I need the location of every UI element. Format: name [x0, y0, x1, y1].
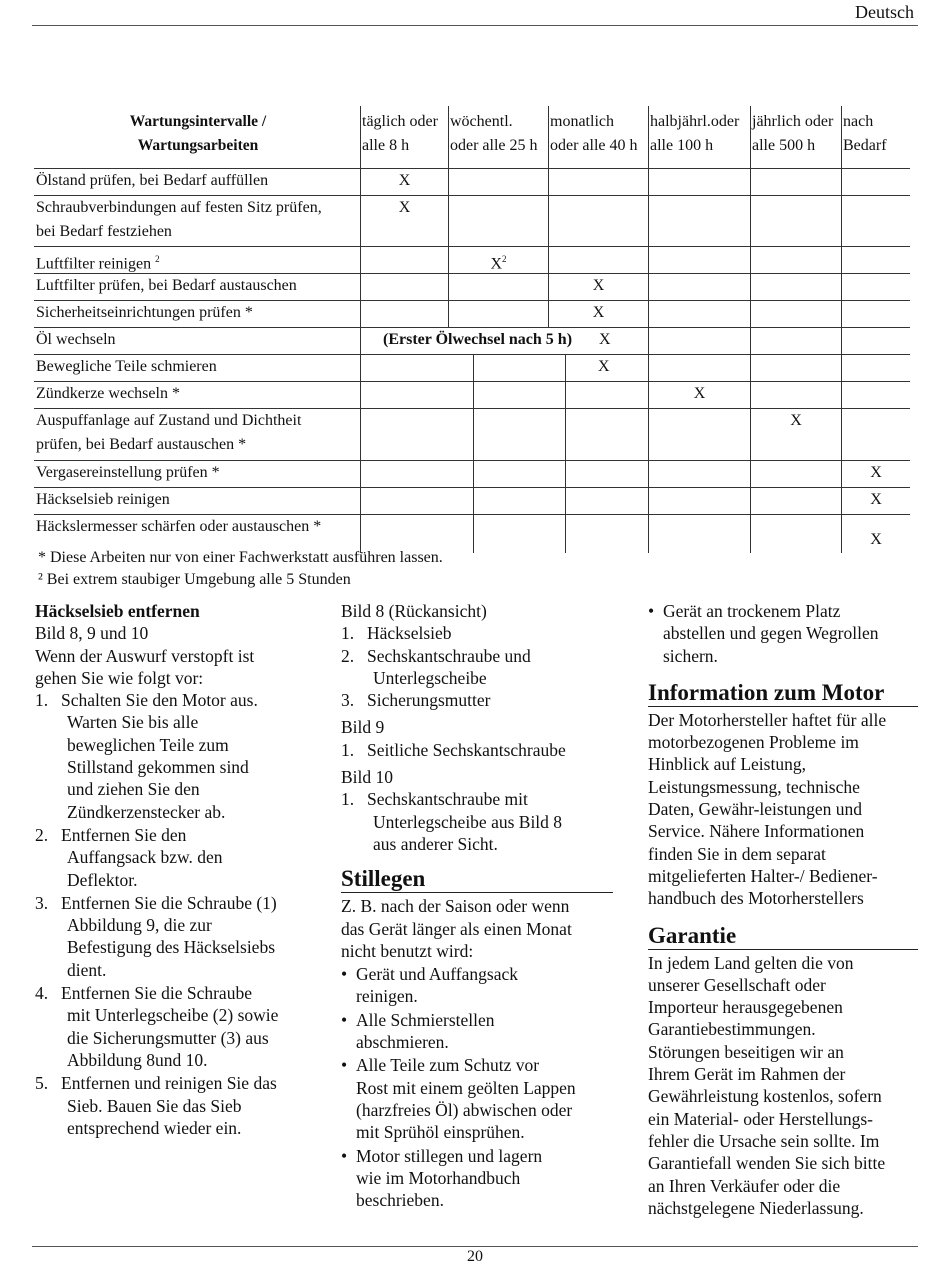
- text-line: Importeur herausgegebenen: [648, 997, 843, 1018]
- list-number: 1.: [35, 690, 49, 711]
- list-line: Deflektor.: [67, 869, 138, 890]
- list-line: Unterlegscheibe aus Bild 8: [373, 811, 563, 832]
- bullet-line: Alle Schmierstellen: [356, 1009, 495, 1030]
- table-row: [34, 355, 910, 382]
- header-rule: [32, 25, 918, 26]
- text-line: Garantiefall wenden Sie sich bitte: [648, 1153, 886, 1174]
- interval-mark: X: [870, 464, 882, 481]
- text-line: finden Sie in dem separat: [648, 843, 826, 864]
- text-line: Hinblick auf Leistung,: [648, 754, 806, 775]
- footnote: ² Bei extrem staubiger Umgebung alle 5 Stunden: [38, 571, 351, 588]
- bullet-item: [341, 1145, 613, 1212]
- list-line: aus anderer Sicht.: [373, 833, 498, 854]
- list-line: Unterlegscheibe: [373, 667, 487, 688]
- list-line: die Sicherungsmutter (3) aus: [67, 1027, 269, 1048]
- interval-mark: X: [592, 277, 605, 294]
- text-line: Daten, Gewähr-leistungen und: [648, 799, 862, 820]
- text-line: an Ihren Verkäufer oder die: [648, 1175, 841, 1196]
- bullet-icon: •: [341, 964, 348, 985]
- column-motor-warranty: [648, 600, 918, 1219]
- figure-legend: [341, 739, 613, 761]
- interval-mark: X: [398, 172, 411, 189]
- bullet-icon: •: [648, 601, 655, 621]
- task-label: Häckselsieb reinigen: [36, 491, 170, 508]
- column-figures: [341, 600, 613, 1211]
- text-line: In jedem Land gelten die von: [648, 952, 854, 973]
- list-line: beweglichen Teile zum: [67, 734, 229, 755]
- bullet-icon: •: [341, 1145, 348, 1166]
- list-line: Entfernen und reinigen Sie das: [61, 1073, 277, 1094]
- table-footnotes: [38, 547, 443, 591]
- text-line: Service. Nähere Informationen: [648, 821, 865, 842]
- interval-mark: X: [598, 358, 610, 375]
- list-item: [35, 892, 325, 981]
- text-line: ein Material- oder Herstellungs-: [648, 1108, 873, 1129]
- steps-list: [35, 689, 325, 1139]
- bullet-line: sichern.: [663, 645, 718, 666]
- bullet-line: beschrieben.: [356, 1190, 444, 1211]
- bullet-item: [648, 600, 918, 667]
- text-line: motorbezogenen Probleme im: [648, 732, 859, 753]
- interval-mark: X: [790, 412, 802, 429]
- intro-line: Wenn der Auswurf verstopft ist: [35, 645, 255, 666]
- list-line: Entfernen Sie den: [61, 824, 187, 845]
- text-line: Störungen beseitigen wir an: [648, 1041, 844, 1062]
- storage-bullet: [648, 600, 918, 667]
- list-item: [35, 689, 325, 823]
- list-line: Häckselsieb: [367, 623, 452, 644]
- text-line: nächstgelegene Niederlassung.: [648, 1197, 864, 1218]
- footer-rule: [32, 1246, 918, 1247]
- list-number: 3.: [341, 690, 355, 711]
- header-task-column: [34, 106, 360, 168]
- list-item: [341, 622, 613, 644]
- list-item: [35, 1072, 325, 1139]
- list-item: [341, 788, 613, 855]
- table-row: [34, 196, 910, 247]
- header-interval: jährlich oder alle 500 h: [750, 106, 841, 168]
- list-number: 5.: [35, 1073, 49, 1094]
- bullet-line: wie im Motorhandbuch: [356, 1167, 521, 1188]
- list-line: und ziehen Sie den: [67, 779, 200, 800]
- text-line: Garantiebestimmungen.: [648, 1019, 816, 1040]
- figure-legend: [341, 788, 613, 855]
- stillegen-intro: [341, 895, 613, 962]
- page-number: 20: [467, 1248, 483, 1265]
- list-line: Zündkerzenstecker ab.: [67, 801, 226, 822]
- figure-ref: Bild 8, 9 und 10: [35, 623, 149, 644]
- table-header: [34, 106, 910, 169]
- text-line: das Gerät länger als einen Monat: [341, 918, 572, 939]
- list-number: 3.: [35, 892, 49, 913]
- interval-mark: X: [592, 304, 605, 321]
- task-label: Häckslermesser schärfen oder austauschen *: [36, 518, 322, 535]
- table-row: [34, 169, 910, 196]
- garantie-text: [648, 952, 918, 1220]
- maintenance-table: [34, 106, 910, 553]
- bullet-item: [341, 963, 613, 1008]
- task-label: Auspuffanlage auf Zustand und Dichtheit prüfen, bei Bedarf austauschen *: [36, 412, 302, 453]
- list-number: 1.: [341, 789, 355, 810]
- list-line: Entfernen Sie die Schraube: [61, 983, 252, 1004]
- section-title-garantie: Garantie: [648, 922, 918, 950]
- list-line: Sieb. Bauen Sie das Sieb: [67, 1095, 242, 1116]
- header-interval: halbjährl.oder alle 100 h: [648, 106, 750, 168]
- interval-mark: X: [398, 199, 411, 216]
- header-line: Wartungsintervalle /: [129, 113, 267, 130]
- oil-change-cell: [360, 328, 648, 354]
- list-item: [341, 689, 613, 711]
- list-line: Seitliche Sechskantschraube: [367, 739, 566, 760]
- bullet-line: abschmieren.: [356, 1032, 449, 1053]
- list-line: Sechskantschraube und: [367, 645, 531, 666]
- bullet-icon: •: [341, 1009, 348, 1030]
- list-number: 2.: [35, 824, 49, 845]
- bullet-line: Rost mit einem geölten Lappen: [356, 1077, 576, 1098]
- list-line: Sechskantschraube mit: [367, 789, 528, 810]
- bullet-line: Motor stillegen und lagern: [356, 1145, 543, 1166]
- bullet-line: Gerät an trockenem Platz: [663, 601, 841, 621]
- bullet-line: abstellen und gegen Wegrollen: [663, 623, 879, 644]
- bullet-line: (harzfreies Öl) abwischen oder: [356, 1099, 573, 1120]
- list-item: [35, 982, 325, 1071]
- list-line: dient.: [67, 959, 107, 980]
- task-label: Schraubverbindungen auf festen Sitz prüfen, bei Bedarf festziehen: [36, 199, 322, 240]
- bullet-line: Gerät und Auffangsack: [356, 964, 518, 985]
- figure-title: Bild 10: [341, 767, 394, 788]
- text-line: Z. B. nach der Saison oder wenn: [341, 896, 570, 917]
- section-title-stillegen: Stillegen: [341, 865, 613, 893]
- table-row: [34, 274, 910, 301]
- bullet-line: Alle Teile zum Schutz vor: [356, 1055, 540, 1076]
- table-row: [34, 461, 910, 488]
- table-row: [34, 301, 910, 328]
- header-interval: täglich oder alle 8 h: [360, 106, 448, 168]
- list-line: Stillstand gekommen sind: [67, 757, 249, 778]
- bullet-icon: •: [341, 1055, 348, 1076]
- bullet-line: reinigen.: [356, 986, 418, 1007]
- table-row: [34, 247, 910, 274]
- list-line: Abbildung 9, die zur: [67, 915, 212, 936]
- interval-mark: X: [870, 531, 882, 548]
- section-title: Häckselsieb entfernen: [35, 601, 200, 621]
- text-line: mitgelieferten Halter-/ Bediener-: [648, 865, 878, 886]
- text-line: Ihrem Gerät im Rahmen der: [648, 1064, 846, 1085]
- list-number: 1.: [341, 623, 355, 644]
- list-line: Warten Sie bis alle: [67, 712, 199, 733]
- figure-title: Bild 8 (Rückansicht): [341, 601, 487, 621]
- bullet-line: mit Sprühöl einsprühen.: [356, 1122, 525, 1143]
- stillegen-bullets: [341, 963, 613, 1211]
- text-line: Gewährleistung kostenlos, sofern: [648, 1086, 882, 1107]
- list-item: [341, 739, 613, 761]
- task-label: Vergasereinstellung prüfen *: [36, 464, 220, 481]
- list-item: [35, 824, 325, 891]
- interval-mark: $X^2$: [490, 254, 507, 273]
- intro-line: gehen Sie wie folgt vor:: [35, 667, 204, 688]
- list-number: 1.: [341, 739, 355, 760]
- task-label: Ölstand prüfen, bei Bedarf auffüllen: [36, 172, 269, 189]
- section-title-motor: Information zum Motor: [648, 679, 918, 707]
- list-line: entsprechend wieder ein.: [67, 1117, 242, 1138]
- task-label: Luftfilter reinigen $^2$: [36, 254, 160, 273]
- task-label: Luftfilter prüfen, bei Bedarf austauschen: [36, 277, 297, 294]
- header-interval: wöchentl. oder alle 25 h: [448, 106, 548, 168]
- table-row: [34, 488, 910, 515]
- text-line: handbuch des Motorherstellers: [648, 888, 864, 909]
- list-line: Sicherungsmutter: [367, 690, 491, 711]
- text-line: unserer Gesellschaft oder: [648, 974, 826, 995]
- language-label: Deutsch: [855, 2, 914, 22]
- text-line: Leistungsmessung, technische: [648, 776, 860, 797]
- column-sieve-removal: [35, 600, 325, 1139]
- oil-change-note: (Erster Ölwechsel nach 5 h): [383, 331, 573, 348]
- footnote: * Diese Arbeiten nur von einer Fachwerkstatt ausführen lassen.: [38, 549, 443, 566]
- table-row: [34, 382, 910, 409]
- list-line: Auffangsack bzw. den: [67, 847, 223, 868]
- list-line: Schalten Sie den Motor aus.: [61, 690, 258, 711]
- interval-mark: X: [599, 331, 611, 348]
- bullet-item: [341, 1054, 613, 1143]
- list-number: 2.: [341, 645, 355, 666]
- text-line: Der Motorhersteller haftet für alle: [648, 709, 887, 730]
- figure-title: Bild 9: [341, 717, 385, 738]
- interval-mark: X: [693, 385, 706, 402]
- text-line: fehler die Ursache sein sollte. Im: [648, 1130, 880, 1151]
- interval-mark: X: [870, 491, 882, 508]
- task-label: Bewegliche Teile schmieren: [36, 358, 217, 375]
- header-line: Wartungsarbeiten: [137, 137, 259, 154]
- task-label: Zündkerze wechseln *: [36, 385, 180, 402]
- list-line: Entfernen Sie die Schraube (1): [61, 892, 277, 913]
- task-label: Sicherheitseinrichtungen prüfen *: [36, 304, 253, 321]
- header-interval: nach Bedarf: [841, 106, 910, 168]
- text-line: nicht benutzt wird:: [341, 940, 474, 961]
- figure-legend: [341, 622, 613, 711]
- bullet-item: [341, 1009, 613, 1054]
- table-row: [34, 409, 910, 461]
- table-row: [34, 328, 910, 355]
- task-label: Öl wechseln: [36, 331, 116, 348]
- header-interval: monatlich oder alle 40 h: [548, 106, 648, 168]
- list-line: Befestigung des Häckselsiebs: [67, 937, 276, 958]
- list-line: Abbildung 8und 10.: [67, 1049, 208, 1070]
- list-line: mit Unterlegscheibe (2) sowie: [67, 1005, 279, 1026]
- list-number: 4.: [35, 983, 49, 1004]
- motor-text: [648, 709, 918, 910]
- list-item: [341, 645, 613, 690]
